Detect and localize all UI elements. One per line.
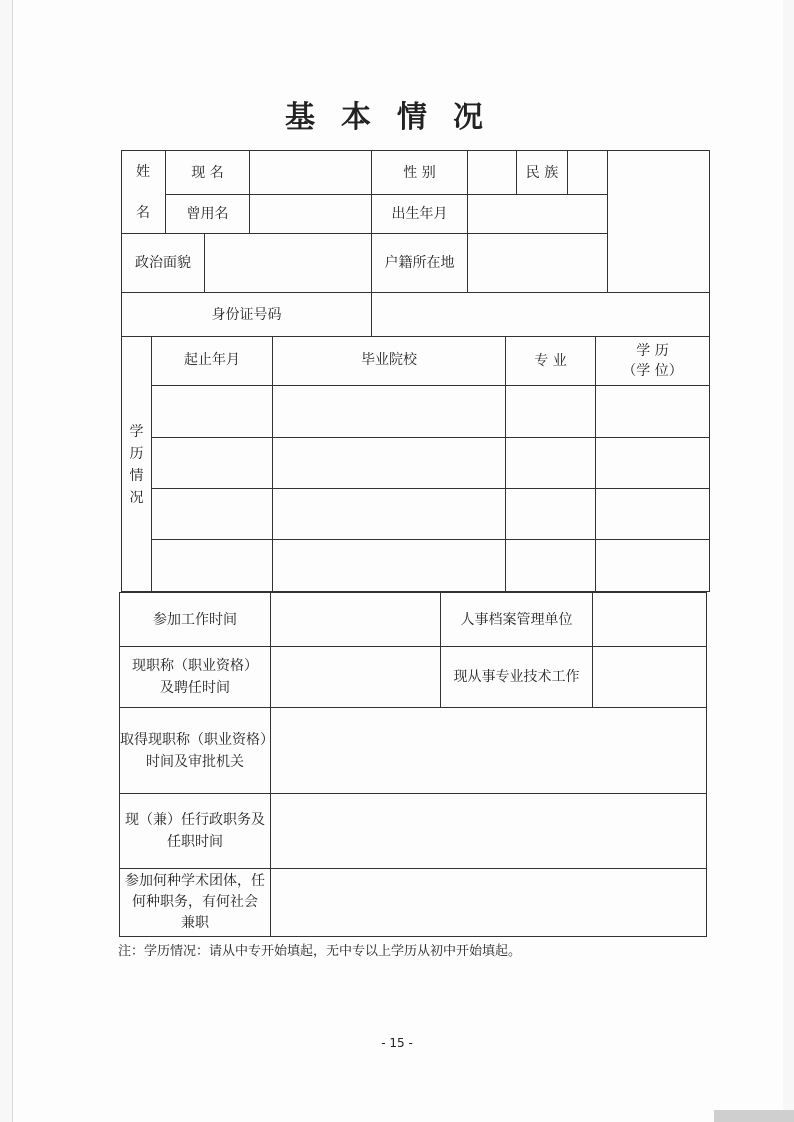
label-ethnicity: 民 族: [525, 164, 559, 181]
education-row-3[interactable]: [152, 489, 709, 539]
label-surname-char: 姓: [136, 164, 150, 180]
label-birth-date: 出生年月: [391, 206, 448, 222]
label-title-obtained-line2: 时间及审批机关: [146, 753, 244, 770]
label-professional-title-line2: 及聘任时间: [160, 680, 230, 696]
col-header-school: 毕业院校: [361, 352, 417, 368]
page-number: - 15 -: [381, 1036, 413, 1050]
current-name-input[interactable]: [250, 151, 371, 194]
education-row-4[interactable]: [152, 540, 709, 591]
gender-input[interactable]: [468, 151, 516, 194]
id-number-input[interactable]: [372, 293, 709, 336]
education-row-1[interactable]: [152, 386, 709, 437]
label-political-status: 政治面貌: [135, 255, 191, 271]
label-current-work: 现从事专业技术工作: [453, 669, 580, 685]
photo-box[interactable]: [608, 151, 709, 292]
admin-position-input[interactable]: [271, 794, 706, 868]
label-admin-position-line1: 现（兼）任行政职务及: [125, 812, 265, 828]
label-household-registration: 户籍所在地: [384, 255, 455, 271]
label-academic-society-line2: 何种职务，有何社会: [132, 894, 258, 910]
education-side-char: 情: [129, 468, 144, 484]
col-header-period: 起止年月: [184, 352, 240, 368]
label-id-number: 身份证号码: [211, 306, 282, 323]
household-registration-input[interactable]: [468, 234, 607, 292]
label-archive-unit: 人事档案管理单位: [460, 611, 573, 628]
archive-unit-input[interactable]: [593, 593, 706, 646]
former-name-input[interactable]: [250, 195, 371, 233]
professional-title-input[interactable]: [271, 647, 440, 707]
political-status-input[interactable]: [205, 234, 371, 292]
work-start-input[interactable]: [271, 593, 440, 646]
label-former-name: 曾用名: [186, 206, 229, 222]
footnote: 注：学历情况：请从中专开始填起，无中专以上学历从初中开始填起。: [118, 944, 522, 959]
label-gender: 性 别: [403, 164, 436, 181]
label-academic-society-line1: 参加何种学术团体，任: [125, 873, 265, 889]
academic-society-input[interactable]: [271, 869, 706, 936]
label-professional-title: [120, 647, 270, 707]
label-admin-position: [120, 794, 270, 868]
education-side-char: 学: [129, 424, 144, 440]
label-academic-society: [120, 869, 270, 936]
label-current-name: 现 名: [191, 164, 224, 181]
col-header-degree-line2: （学 位）: [622, 363, 683, 379]
label-work-start: 参加工作时间: [153, 611, 237, 628]
label-professional-title-line1: 现职称（职业资格）: [132, 658, 258, 674]
education-side-label: [122, 420, 151, 510]
education-row-2[interactable]: [152, 438, 709, 488]
page-title: 基本情况: [285, 100, 509, 135]
birth-date-input[interactable]: [468, 195, 607, 233]
col-header-degree-line1: 学 历: [636, 343, 669, 359]
label-name-char: 名: [136, 205, 150, 221]
education-side-char: 况: [129, 490, 144, 506]
current-work-input[interactable]: [593, 647, 706, 707]
label-title-obtained: [120, 708, 274, 793]
label-title-obtained-line1: 取得现职称（职业资格）: [120, 731, 274, 748]
ethnicity-input[interactable]: [568, 151, 607, 194]
col-header-degree: [596, 337, 709, 385]
title-obtained-input[interactable]: [271, 708, 706, 793]
label-academic-society-line3: 兼职: [181, 915, 209, 931]
label-admin-position-line2: 任职时间: [167, 834, 223, 850]
education-side-char: 历: [129, 446, 144, 462]
col-header-major: 专 业: [534, 353, 567, 369]
